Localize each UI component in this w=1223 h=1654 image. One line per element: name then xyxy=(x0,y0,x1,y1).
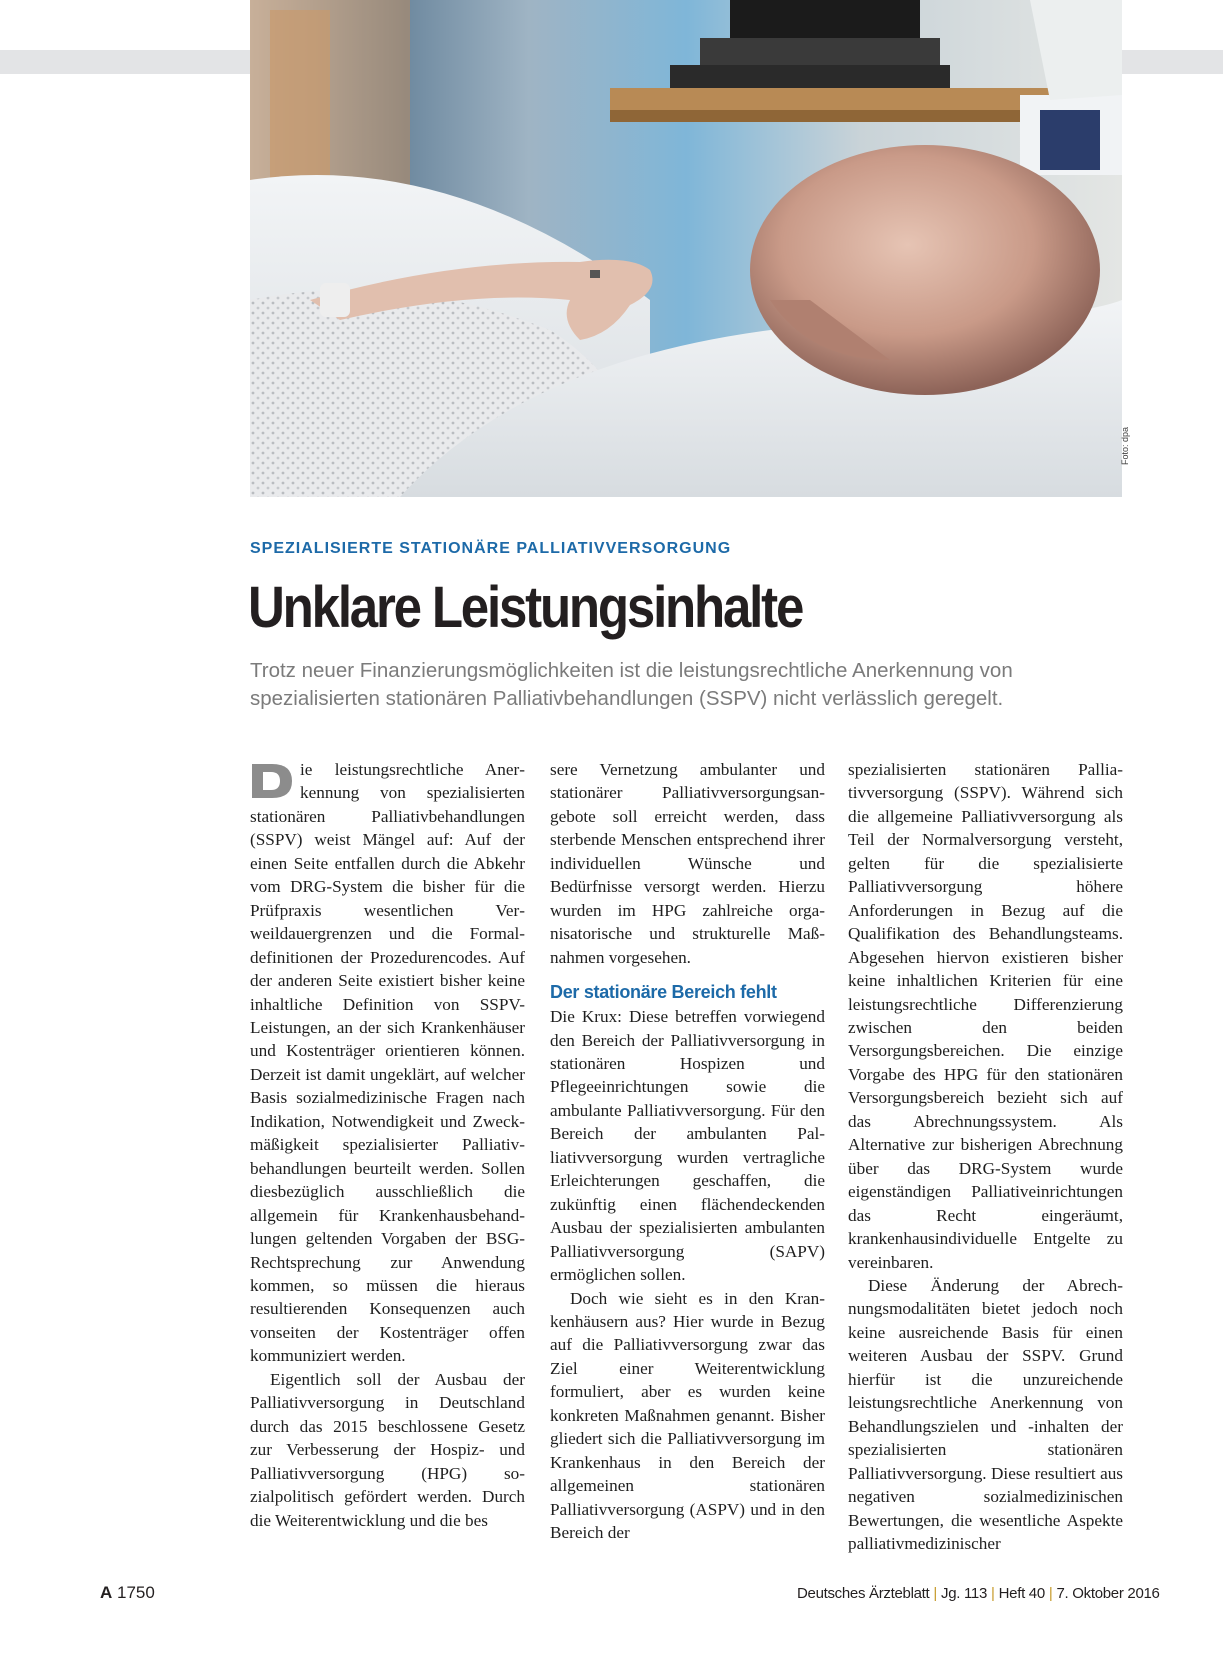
separator: | xyxy=(1048,1585,1053,1602)
issue-date: 7. Oktober 2016 xyxy=(1056,1585,1160,1602)
paragraph: Die Krux: Diese betreffen vorwiegend den Bereich der Palliativversorgung in stationären Hospizen und Pflegeeinrichtungen sowie die ambulante Palliativversorgung. Für den Bereich der ambulanten Palliativversorgung wurden vertragliche Erleichterungen geschaffen, die zukünftig einen flächendeckenden Ausbau der spezialisierten ambulanten Palliativversorgung (SAPV) ermöglichen sollen. xyxy=(550,1007,825,1285)
separator: | xyxy=(933,1585,938,1602)
hospital-patient-photo xyxy=(250,0,1122,497)
paragraph: spezialisierten stationären Palliativversorgung (SSPV). Während sich die allgemeine Palliativversorgung als Teil der Normalversorgung versteht, gelten für die spezialisierte Palliativversorgung höhere Anforderungen in Bezug auf die Qualifikation des Behandlungsteams. Abgesehen hiervon existieren bisher keine inhaltlichen Kriterien für eine leistungsrechtliche Differenzierung zwischen den beiden Versorgungsbereichen. Die einzige Vorgabe des HPG für den stationären Versorgungsbereich bezieht sich auf das Abrechnungssystem. Als Alternative zur bisherigen Abrechnung über das DRG-System wurde eigenständigen Palliativeinrichtungen das Recht eingeräumt, krankenhausindividuelle Entgelte zu vereinbaren. xyxy=(848,760,1123,1272)
paragraph: Diese Änderung der Abrechnungsmodalitäten bietet jedoch noch keine ausreichende Basis für einen weiteren Ausbau der SSPV. Grund hierfür ist die unzureichende leistungsrechtliche Anerkennung von Behandlungszielen und -inhalten der spezialisierten stationären Palliativversorgung. Diese resultiert aus negativen sozialmedizinischen Bewertungen, die wesentliche Aspekte palliativmedizinischer xyxy=(848,1275,1123,1553)
article-column-3 xyxy=(848,758,1123,1555)
paragraph: Doch wie sieht es in den Krankenhäusern aus? Hier wurde in Bezug auf die Palliativversorgung zwar das Ziel einer Weiterentwicklung formuliert, aber es wurden keine konkreten Maßnahmen genannt. Bisher gliedert sich die Palliativversorgung im Krankenhaus in den Bereich der allgemeinen stationären Palliativversorgung (ASPV) und in den Bereich der xyxy=(550,1288,825,1543)
top-gray-band-right xyxy=(1122,50,1223,74)
article-column-2 xyxy=(550,758,825,1545)
article-lede: Trotz neuer Finanzierungsmöglichkeiten ist die leistungsrechtliche Anerkennung von spezialisierten stationären Palliativbehandlungen (SSPV) nicht verlässlich geregelt. xyxy=(250,659,1013,710)
page-number-value: 1750 xyxy=(117,1583,155,1602)
section-letter: A xyxy=(100,1583,113,1602)
article-column-1 xyxy=(250,758,525,1532)
dropcap-d xyxy=(250,762,294,800)
article-headline: Unklare Leistungsinhalte xyxy=(248,575,803,640)
issue: Heft 40 xyxy=(998,1585,1045,1602)
section-subheading: Der stationäre Bereich fehlt xyxy=(550,982,777,1003)
top-gray-band-left xyxy=(0,50,250,74)
paragraph-text: ie leistungsrechtliche Anerkennung von spezialisierten stationären Palliativbehandlungen (SSPV) weist Mängel auf: Auf der einen Seite entfallen durch die Abkehr vom DRG-System die bisher für die Prüfpraxis wesentlichen Verweildauergrenzen und die Formaldefinitionen der Prozedurencodes. Auf der anderen Seite existiert bisher keine inhaltliche Definition von SSPV-Leistungen, an der sich Krankenhäuser und Kostenträger orientieren können. Derzeit ist damit ungeklärt, auf welcher Basis sozialmedizinische Fragen nach Indikation, Notwendigkeit und Zweckmäßigkeit spezialisierter Palliativbehandlungen beurteilt werden. Sollen diesbezüglich ausschließlich die allgemein für Krankenhausbehandlungen geltenden Vorgaben der BSG-Rechtsprechung zur Anwendung kommen, so müssen die hieraus resultierenden Konsequenzen auch vonseiten der Kostenträger offen kommuniziert werden. xyxy=(250,760,525,1366)
page-number xyxy=(100,1583,155,1603)
paragraph: Eigentlich soll der Ausbau der Palliativversorgung in Deutschland durch das 2015 beschlossene Gesetz zur Verbesserung der Hospiz- und Palliativversorgung (HPG) sozialpolitisch gefördert werden. Durch die Weiterentwicklung und die bes xyxy=(250,1369,525,1530)
journal-name: Deutsches Ärzteblatt xyxy=(797,1585,930,1602)
article-kicker: SPEZIALISIERTE STATIONÄRE PALLIATIVVERSORGUNG xyxy=(250,540,732,557)
paragraph: sere Vernetzung ambulanter und stationärer Palliativversorgungsangebote soll erreicht werden, dass sterbende Menschen entsprechend ihrer individuellen Wünsche und Bedürfnisse versorgt werden. Hierzu wurden im HPG zahlreiche organisatorische und strukturelle Maßnahmen vorgesehen. xyxy=(550,760,825,967)
separator: | xyxy=(991,1585,995,1602)
journal-footer xyxy=(797,1585,1160,1602)
paragraph xyxy=(250,758,525,1368)
volume: Jg. 113 xyxy=(941,1585,988,1602)
photo-credit: Foto: dpa xyxy=(1120,426,1130,465)
